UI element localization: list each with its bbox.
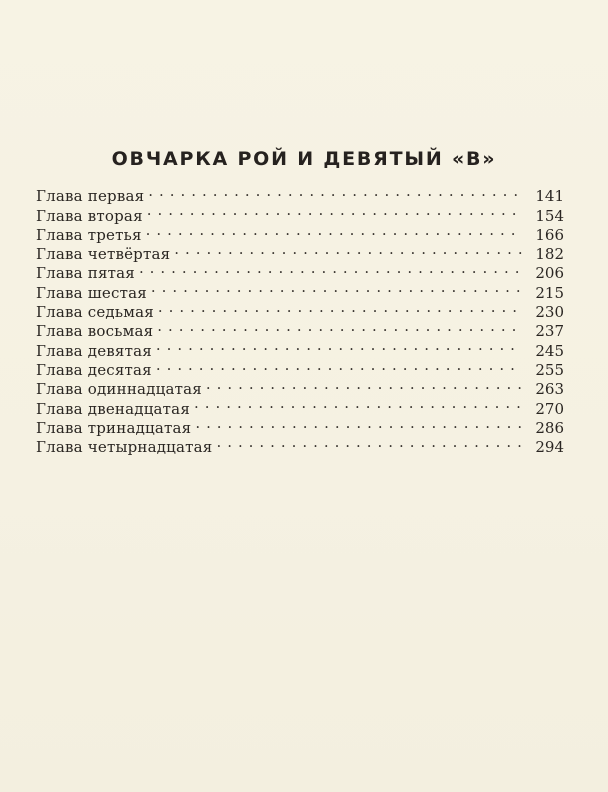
chapter-label: Глава первая (36, 187, 145, 206)
dot-leader (206, 375, 522, 394)
dot-leader (139, 259, 522, 278)
dot-leader (195, 414, 522, 433)
dot-leader (156, 356, 522, 375)
chapter-label: Глава тринадцатая (36, 418, 192, 437)
chapter-label: Глава третья (36, 225, 142, 244)
dot-leader (174, 240, 522, 259)
dot-leader (194, 394, 522, 413)
dot-leader (216, 433, 522, 452)
chapter-label: Глава девятая (36, 341, 152, 360)
page-number: 263 (535, 380, 564, 399)
page-number: 255 (535, 360, 564, 379)
dot-leader (158, 298, 522, 317)
dot-leader (147, 201, 522, 220)
chapter-label: Глава десятая (36, 360, 152, 379)
dot-leader (148, 182, 522, 201)
chapter-label: Глава шестая (36, 283, 147, 302)
chapter-label: Глава вторая (36, 206, 143, 225)
page-number: 182 (535, 245, 564, 264)
page-number: 245 (535, 341, 564, 360)
section-title: ОВЧАРКА РОЙ И ДЕВЯТЫЙ «В» (111, 148, 497, 170)
chapter-label: Глава четырнадцатая (36, 438, 213, 457)
chapter-label: Глава пятая (36, 264, 135, 283)
page-number: 141 (535, 187, 564, 206)
page-number: 215 (535, 283, 564, 302)
page-number: 166 (535, 225, 564, 244)
page-number: 294 (535, 438, 564, 457)
dot-leader (146, 221, 522, 240)
dot-leader (151, 278, 522, 297)
dot-leader (156, 336, 522, 355)
chapter-label: Глава одиннадцатая (36, 380, 202, 399)
chapter-label: Глава двенадцатая (36, 399, 190, 418)
chapter-label: Глава четвёртая (36, 245, 171, 264)
page-number: 270 (535, 399, 564, 418)
dot-leader (157, 317, 522, 336)
page-number: 286 (535, 418, 564, 437)
page-number: 206 (535, 264, 564, 283)
chapter-label: Глава восьмая (36, 322, 154, 341)
page-number: 230 (535, 303, 564, 322)
table-of-contents (36, 182, 564, 457)
chapter-label: Глава седьмая (36, 303, 154, 322)
page-number: 237 (535, 322, 564, 341)
toc-entry (36, 182, 564, 206)
page-number: 154 (535, 206, 564, 225)
